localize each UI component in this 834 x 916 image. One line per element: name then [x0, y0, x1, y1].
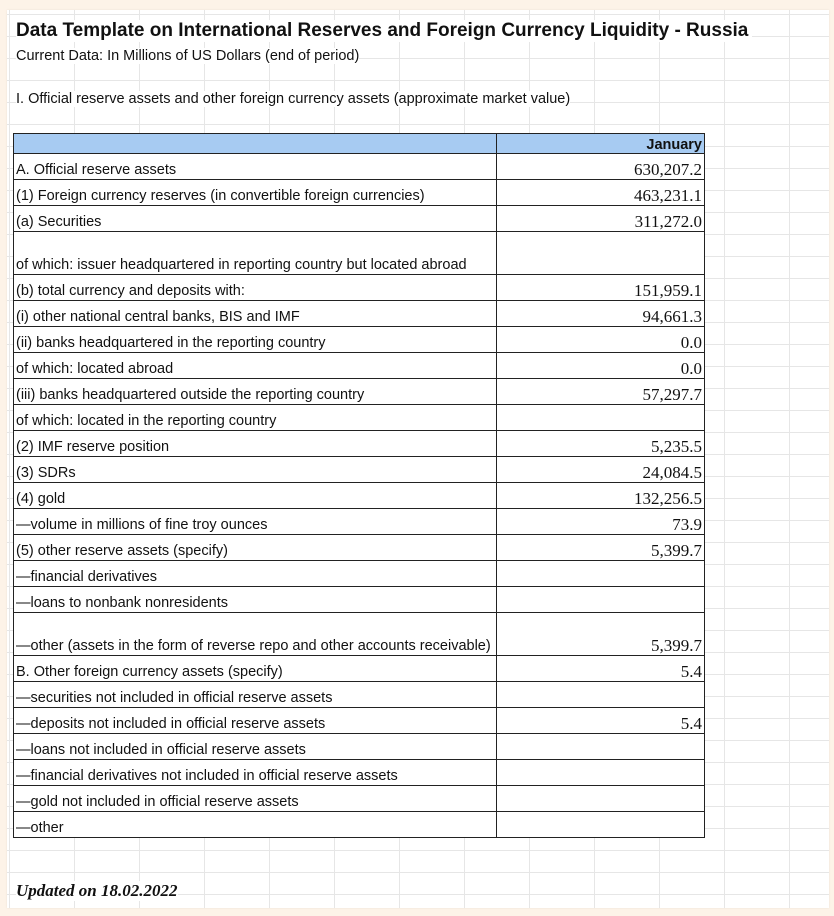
- row-value: 5,235.5: [496, 431, 704, 457]
- row-value: 463,231.1: [496, 180, 704, 206]
- page-subtitle: Current Data: In Millions of US Dollars (end of period): [16, 48, 360, 64]
- row-label: A. Official reserve assets: [14, 154, 497, 180]
- row-value: 57,297.7: [496, 379, 704, 405]
- row-value: 630,207.2: [496, 154, 704, 180]
- table-row: [14, 154, 705, 180]
- row-label: (5) other reserve assets (specify): [14, 535, 497, 561]
- table-row: [14, 206, 705, 232]
- table-row: [14, 275, 705, 301]
- table-row: [14, 734, 705, 760]
- row-value: [496, 682, 704, 708]
- section-heading: I. Official reserve assets and other foreign currency assets (approximate market value): [16, 91, 571, 107]
- row-value: 5,399.7: [496, 613, 704, 656]
- row-value: [496, 561, 704, 587]
- updated-date: Updated on 18.02.2022: [16, 881, 178, 900]
- row-label: (iii) banks headquartered outside the reporting country: [14, 379, 497, 405]
- header-label-cell: [14, 134, 497, 154]
- table-row: [14, 561, 705, 587]
- table-row: [14, 656, 705, 682]
- row-value: [496, 232, 704, 275]
- row-value: 73.9: [496, 509, 704, 535]
- row-label: —securities not included in official reserve assets: [14, 682, 497, 708]
- row-value: [496, 405, 704, 431]
- row-label: (a) Securities: [14, 206, 497, 232]
- table-row: [14, 180, 705, 206]
- row-value: 0.0: [496, 353, 704, 379]
- row-value: 0.0: [496, 327, 704, 353]
- row-value: 24,084.5: [496, 457, 704, 483]
- reserves-table: [13, 133, 705, 838]
- row-label: B. Other foreign currency assets (specify): [14, 656, 497, 682]
- row-label: (1) Foreign currency reserves (in convertible foreign currencies): [14, 180, 497, 206]
- row-value: 132,256.5: [496, 483, 704, 509]
- row-label: of which: located abroad: [14, 353, 497, 379]
- table-row: [14, 457, 705, 483]
- table-header-row: [14, 134, 705, 154]
- row-label: (4) gold: [14, 483, 497, 509]
- column-header-january: January: [496, 134, 704, 154]
- row-label: —gold not included in official reserve assets: [14, 786, 497, 812]
- row-value: 5.4: [496, 656, 704, 682]
- row-label: —financial derivatives not included in official reserve assets: [14, 760, 497, 786]
- row-label: —financial derivatives: [14, 561, 497, 587]
- table-row: [14, 232, 705, 275]
- table-row: [14, 431, 705, 457]
- row-value: 311,272.0: [496, 206, 704, 232]
- table-row: [14, 301, 705, 327]
- spreadsheet-sheet: [7, 10, 829, 908]
- row-value: [496, 786, 704, 812]
- table-row: [14, 587, 705, 613]
- table-row: [14, 535, 705, 561]
- row-value: [496, 812, 704, 838]
- table-row: [14, 760, 705, 786]
- table-row: [14, 327, 705, 353]
- row-value: [496, 760, 704, 786]
- row-value: 151,959.1: [496, 275, 704, 301]
- table-row: [14, 682, 705, 708]
- page-title: Data Template on International Reserves and Foreign Currency Liquidity - Russia: [16, 20, 752, 42]
- row-value: 94,661.3: [496, 301, 704, 327]
- table-row: [14, 786, 705, 812]
- table-row: [14, 405, 705, 431]
- table-row: [14, 613, 705, 656]
- row-value: 5,399.7: [496, 535, 704, 561]
- row-label: (3) SDRs: [14, 457, 497, 483]
- row-label: —deposits not included in official reserve assets: [14, 708, 497, 734]
- row-value: [496, 734, 704, 760]
- row-label: —other (assets in the form of reverse repo and other accounts receivable): [14, 613, 497, 656]
- table-row: [14, 353, 705, 379]
- row-label: (b) total currency and deposits with:: [14, 275, 497, 301]
- row-value: [496, 587, 704, 613]
- table-row: [14, 812, 705, 838]
- row-label: —volume in millions of fine troy ounces: [14, 509, 497, 535]
- table-row: [14, 483, 705, 509]
- row-value: 5.4: [496, 708, 704, 734]
- row-label: (2) IMF reserve position: [14, 431, 497, 457]
- row-label: (ii) banks headquartered in the reporting country: [14, 327, 497, 353]
- row-label: —loans not included in official reserve assets: [14, 734, 497, 760]
- row-label: of which: located in the reporting country: [14, 405, 497, 431]
- row-label: —other: [14, 812, 497, 838]
- row-label: of which: issuer headquartered in reporting country but located abroad: [14, 232, 497, 275]
- table-row: [14, 708, 705, 734]
- table-row: [14, 379, 705, 405]
- row-label: —loans to nonbank nonresidents: [14, 587, 497, 613]
- table-row: [14, 509, 705, 535]
- row-label: (i) other national central banks, BIS and IMF: [14, 301, 497, 327]
